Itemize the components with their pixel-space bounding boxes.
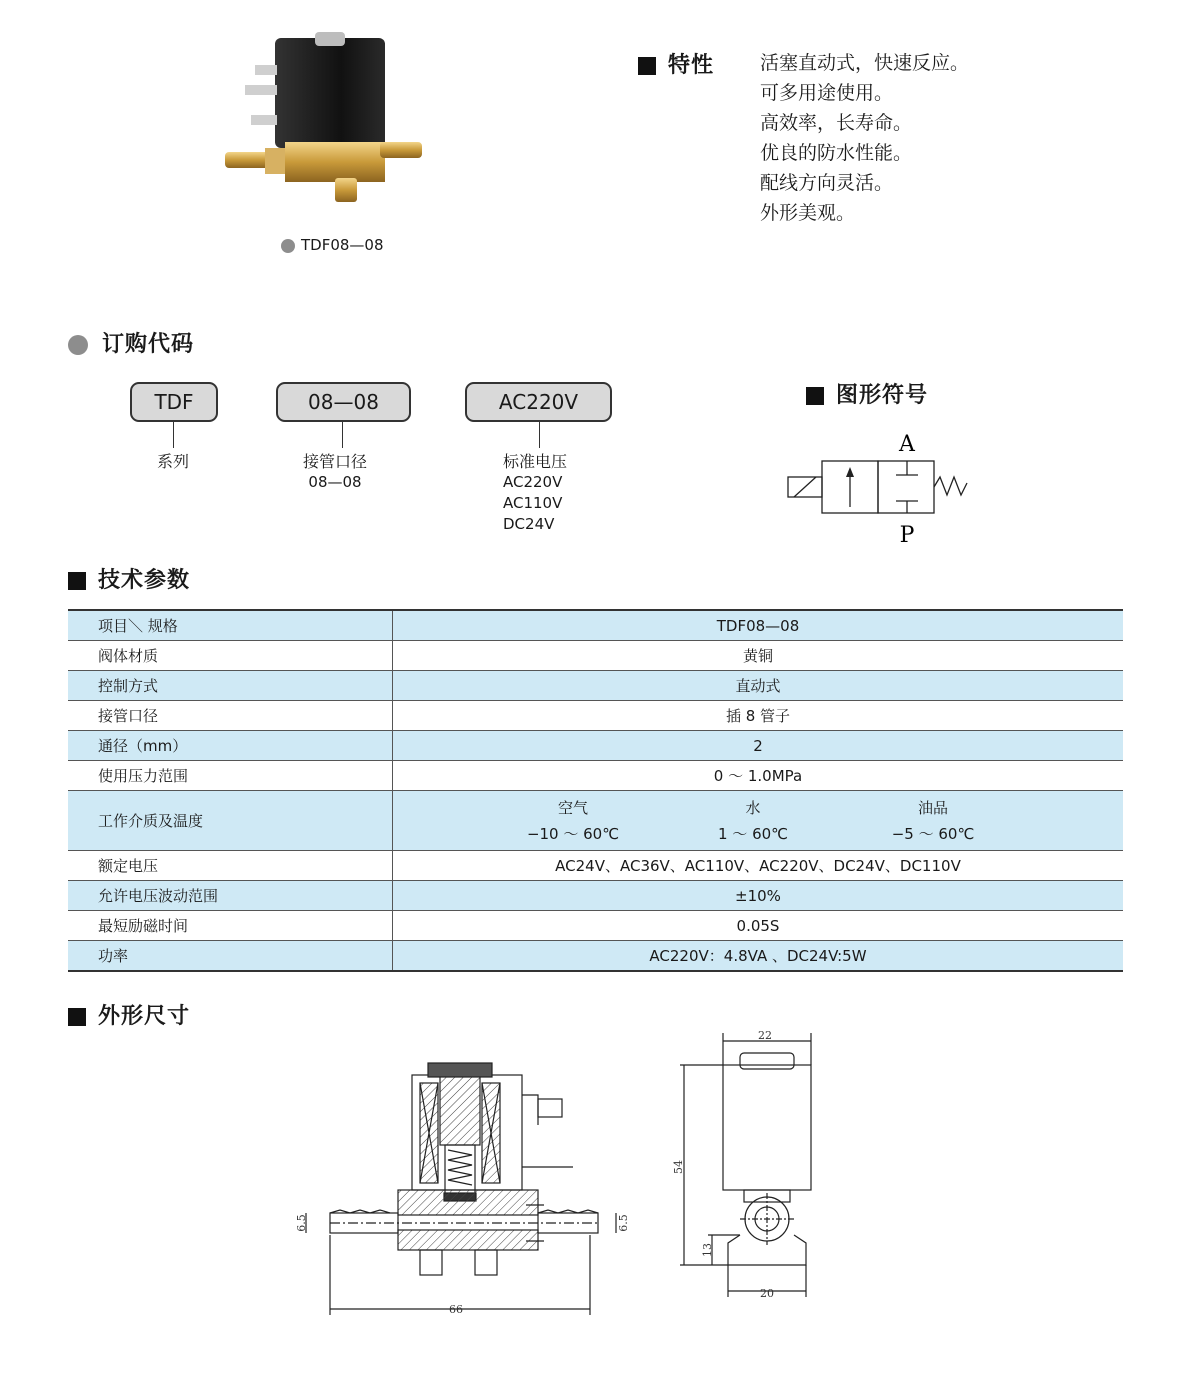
product-photo — [215, 30, 430, 220]
code-box-port: 08—08 — [276, 382, 411, 422]
dim-left-port: 6.5 — [295, 1214, 308, 1232]
code-label-series: 系列 — [157, 452, 190, 471]
specs-heading: 技术参数 — [68, 563, 190, 594]
connector-line — [539, 422, 540, 448]
table-row: 功率 AC220V：4.8VA 、DC24V:5W — [68, 941, 1123, 972]
feature-item: 高效率，长寿命。 — [760, 112, 913, 134]
dim-right-port: 6.5 — [617, 1214, 630, 1232]
valve-symbol-diagram — [780, 425, 980, 550]
code-box-voltage: AC220V — [465, 382, 612, 422]
table-row: 最短励磁时间 0.05S — [68, 911, 1123, 941]
table-row: 使用压力范围 0 ～ 1.0MPa — [68, 761, 1123, 791]
code-label-voltage: 标准电压 AC220V AC110V DC24V — [503, 452, 568, 533]
code-label-port: 接管口径 08—08 — [303, 452, 368, 491]
table-row: 工作介质及温度 空气 −10 ～ 60℃ 水 1 ～ 60℃ 油品 −5 ～ 60℃ — [68, 791, 1123, 851]
dimensions-heading: 外形尺寸 — [68, 999, 190, 1030]
square-bullet-icon — [806, 387, 824, 405]
symbol-heading: 图形符号 — [806, 378, 928, 409]
dim-bottom-width: 20 — [760, 1287, 774, 1300]
table-row: 接管口径 插 8 管子 — [68, 701, 1123, 731]
feature-item: 外形美观。 — [760, 202, 856, 224]
spec-table — [68, 609, 1123, 972]
side-view-drawing — [668, 1025, 828, 1305]
ordering-heading: 订购代码 — [68, 327, 194, 358]
square-bullet-icon — [68, 572, 86, 590]
media-temperature-grid: 空气 −10 ～ 60℃ 水 1 ～ 60℃ 油品 −5 ～ 60℃ — [526, 798, 975, 843]
table-row: 通径（mm） 2 — [68, 731, 1123, 761]
feature-item: 优良的防水性能。 — [760, 142, 913, 164]
dim-height: 54 — [672, 1160, 685, 1174]
arrow-up-icon — [846, 467, 854, 477]
table-row: 项目＼ 规格 TDF08—08 — [68, 610, 1123, 641]
code-box-series: TDF — [130, 382, 218, 422]
square-bullet-icon — [68, 1008, 86, 1026]
square-bullet-icon — [638, 57, 656, 75]
bullet-icon — [281, 239, 295, 253]
features-list — [760, 48, 969, 228]
table-row: 控制方式 直动式 — [68, 671, 1123, 701]
connector-line — [342, 422, 343, 448]
product-caption: TDF08—08 — [281, 236, 384, 254]
feature-item: 配线方向灵活。 — [760, 172, 894, 194]
dim-length: 66 — [449, 1303, 463, 1316]
dim-lower-height: 13 — [701, 1243, 714, 1257]
feature-item: 可多用途使用。 — [760, 82, 894, 104]
connector-line — [173, 422, 174, 448]
port-a-label: A — [899, 432, 915, 457]
bullet-icon — [68, 335, 88, 355]
feature-item: 活塞直动式，快速反应。 — [760, 52, 970, 74]
table-row: 额定电压 AC24V、AC36V、AC110V、AC220V、DC24V、DC110V — [68, 851, 1123, 881]
valve-photo-icon — [215, 30, 430, 220]
table-row: 允许电压波动范围 ±10% — [68, 881, 1123, 911]
dim-top-width: 22 — [758, 1029, 772, 1042]
table-row: 阀体材质 黄铜 — [68, 641, 1123, 671]
port-p-label: P — [899, 523, 915, 548]
features-heading: 特性 — [638, 48, 714, 79]
section-view-drawing — [290, 1055, 640, 1325]
